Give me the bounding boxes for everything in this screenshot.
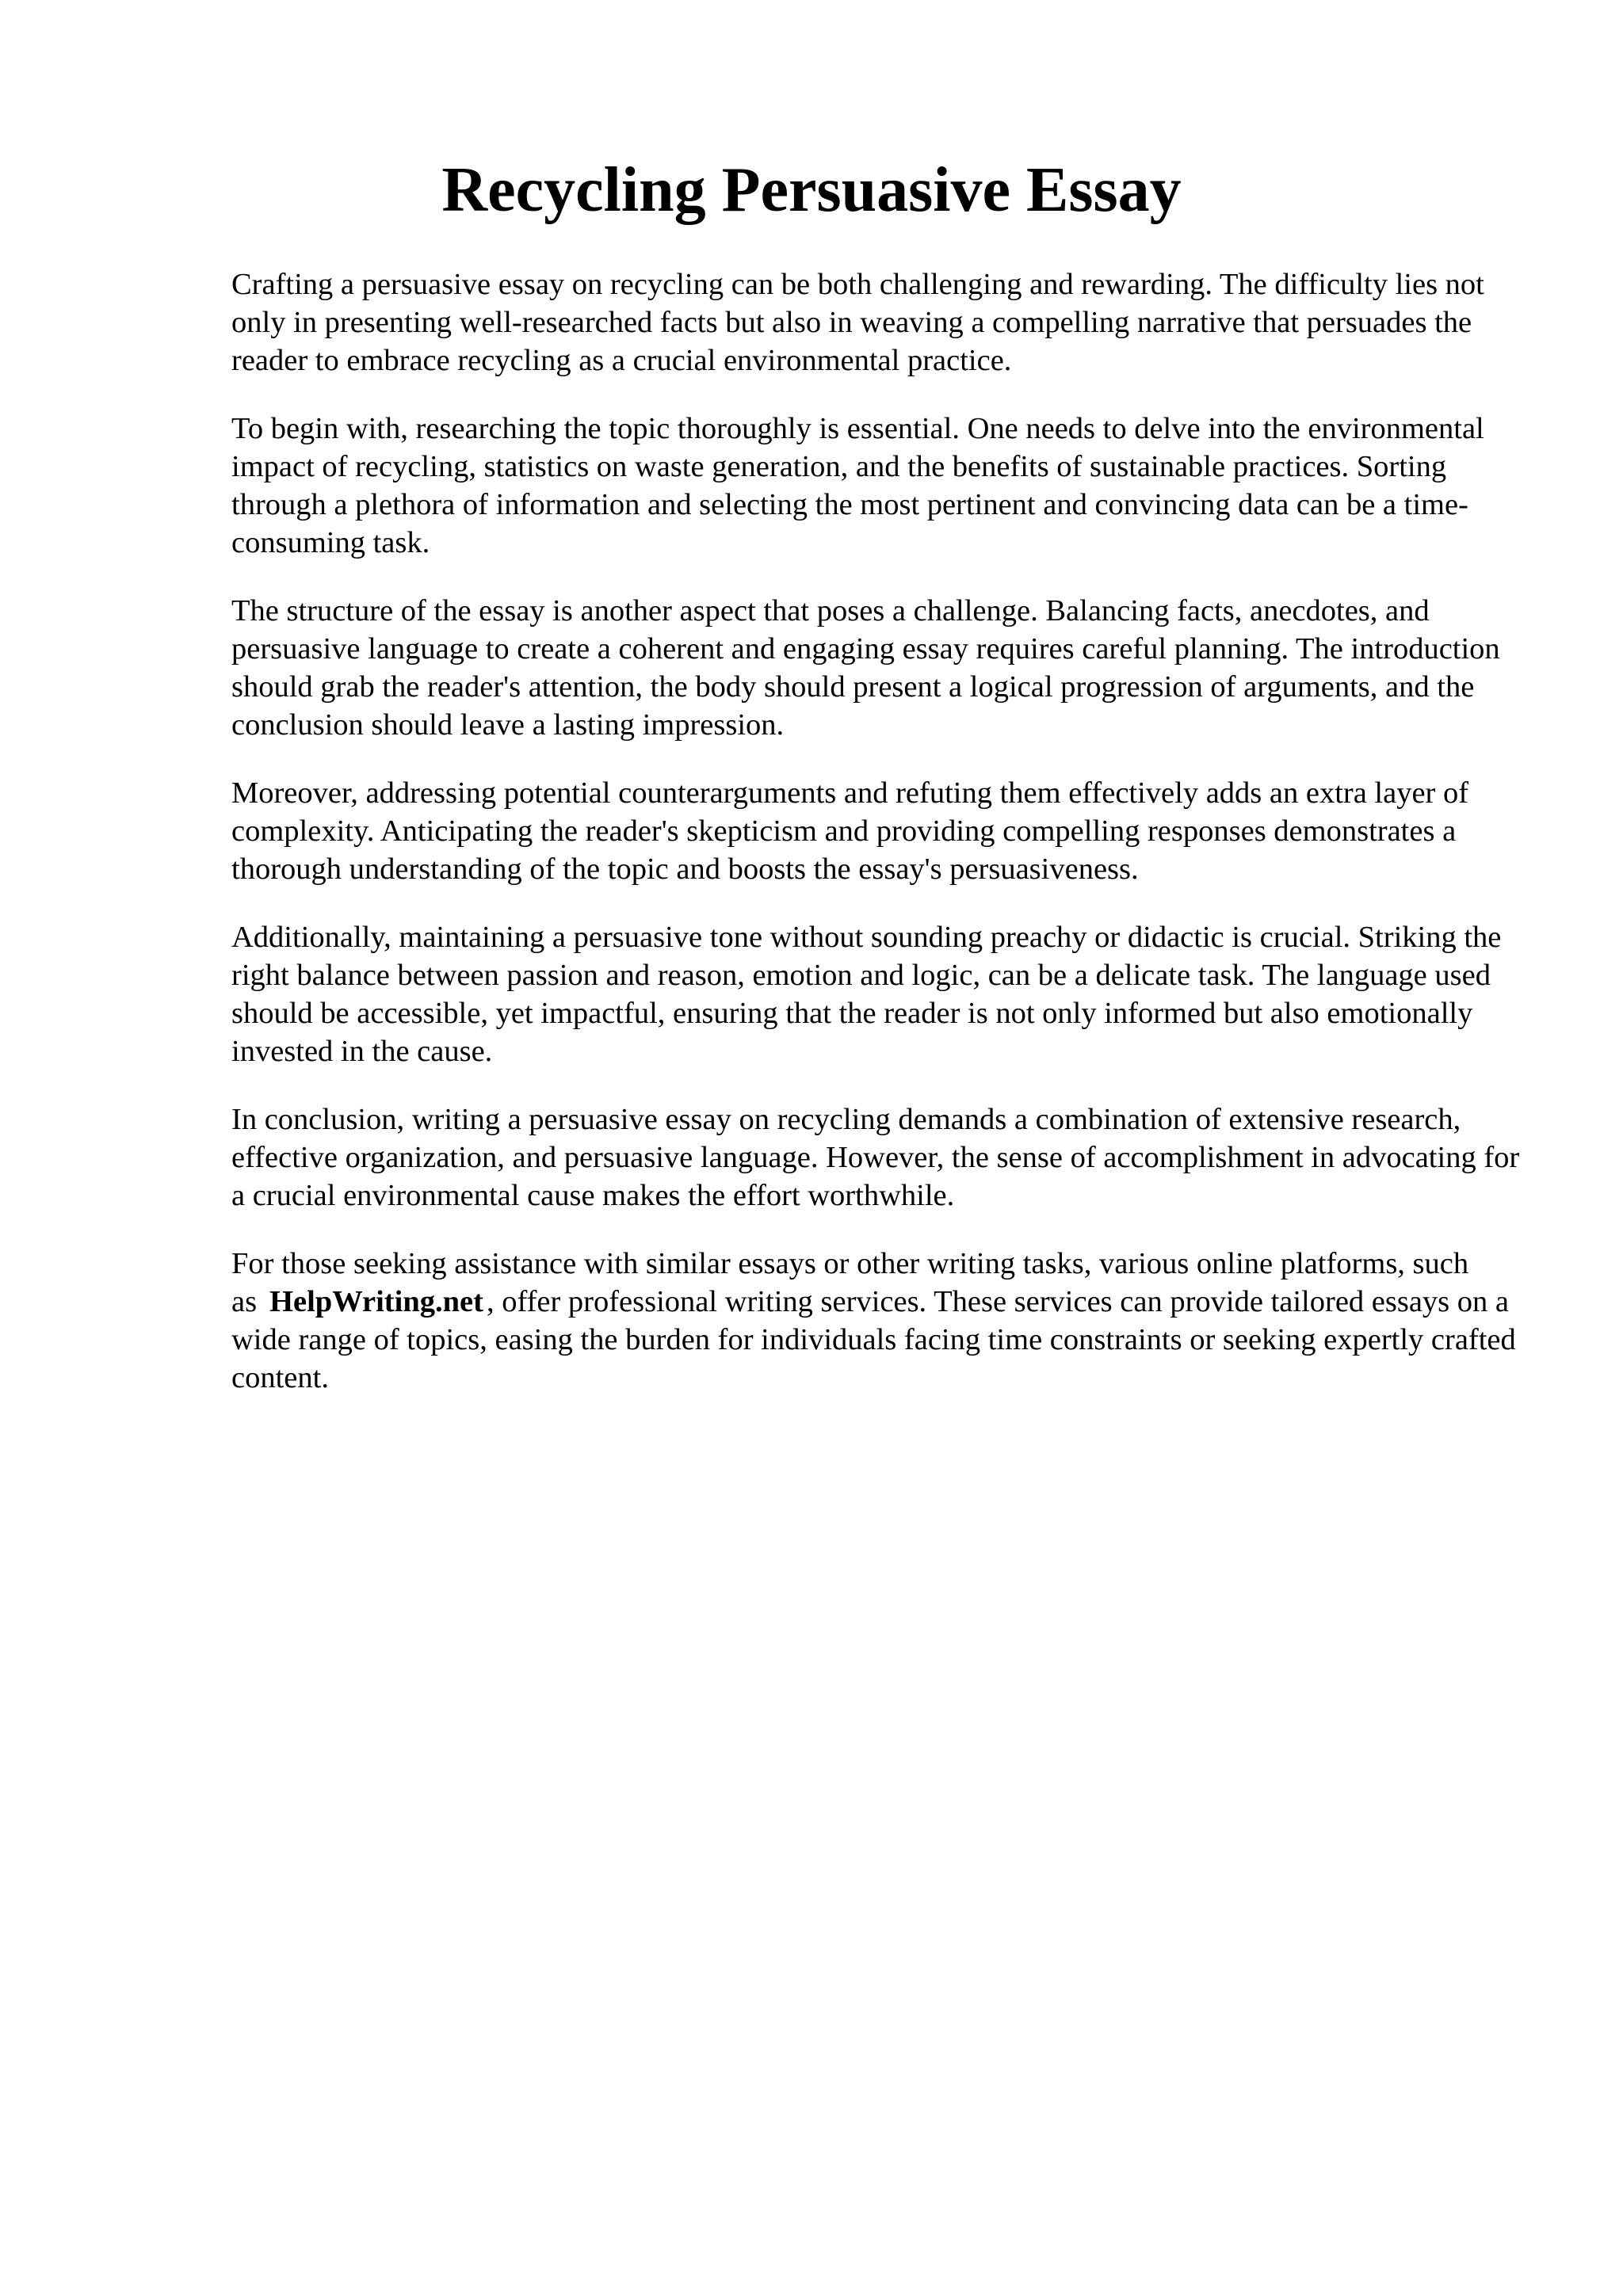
paragraph-4: Moreover, addressing potential counterarguments and refuting them effectively adds an extra layer of complexity. Anticipating the reader's skepticism and providing compelling responses demonstrates a thorough understanding of the topic and boosts the essay's persuasiveness.	[231, 776, 1469, 886]
paragraph-7-intro: For those seeking assistance with similar essays or other writing tasks, various online platforms, such as	[231, 1247, 1469, 1318]
paragraph-7	[231, 1245, 1531, 1397]
paragraph-3: The structure of the essay is another aspect that poses a challenge. Balancing facts, anecdotes, and persuasive language to create a coherent and engaging essay requires careful planning. The introduction should grab the reader's attention, the body should present a logical progression of arguments, and the conclusion should leave a lasting impression.	[231, 594, 1500, 742]
helpwriting-link[interactable]: HelpWriting.net	[269, 1285, 483, 1318]
essay-body	[231, 265, 1531, 1427]
paragraph-7-rest: , offer professional writing services. These services can provide tailored essays on a wide range of topics, easing the burden for individuals facing time constraints or seeking expertly crafted content.	[231, 1285, 1516, 1394]
paragraph-1: Crafting a persuasive essay on recycling can be both challenging and rewarding. The difficulty lies not only in presenting well-researched facts but also in weaving a compelling narrative that persuades the reader to embrace recycling as a crucial environmental practice.	[231, 268, 1484, 377]
paragraph-6: In conclusion, writing a persuasive essay on recycling demands a combination of extensive research, effective organization, and persuasive language. However, the sense of accomplishment in advocating for a crucial environmental cause makes the effort worthwhile.	[231, 1103, 1520, 1212]
page-title: Recycling Persuasive Essay	[441, 155, 1182, 225]
paragraph-2: To begin with, researching the topic thoroughly is essential. One needs to delve into the environmental impact of recycling, statistics on waste generation, and the benefits of sustainable practices. Sorting through a plethora of information and selecting the most pertinent and convincing data can be a time-consuming task.	[231, 412, 1484, 559]
paragraph-5: Additionally, maintaining a persuasive tone without sounding preachy or didactic is crucial. Striking the right balance between passion and reason, emotion and logic, can be a delicate task. The language used should be accessible, yet impactful, ensuring that the reader is not only informed but also emotionally invested in the cause.	[231, 921, 1502, 1068]
